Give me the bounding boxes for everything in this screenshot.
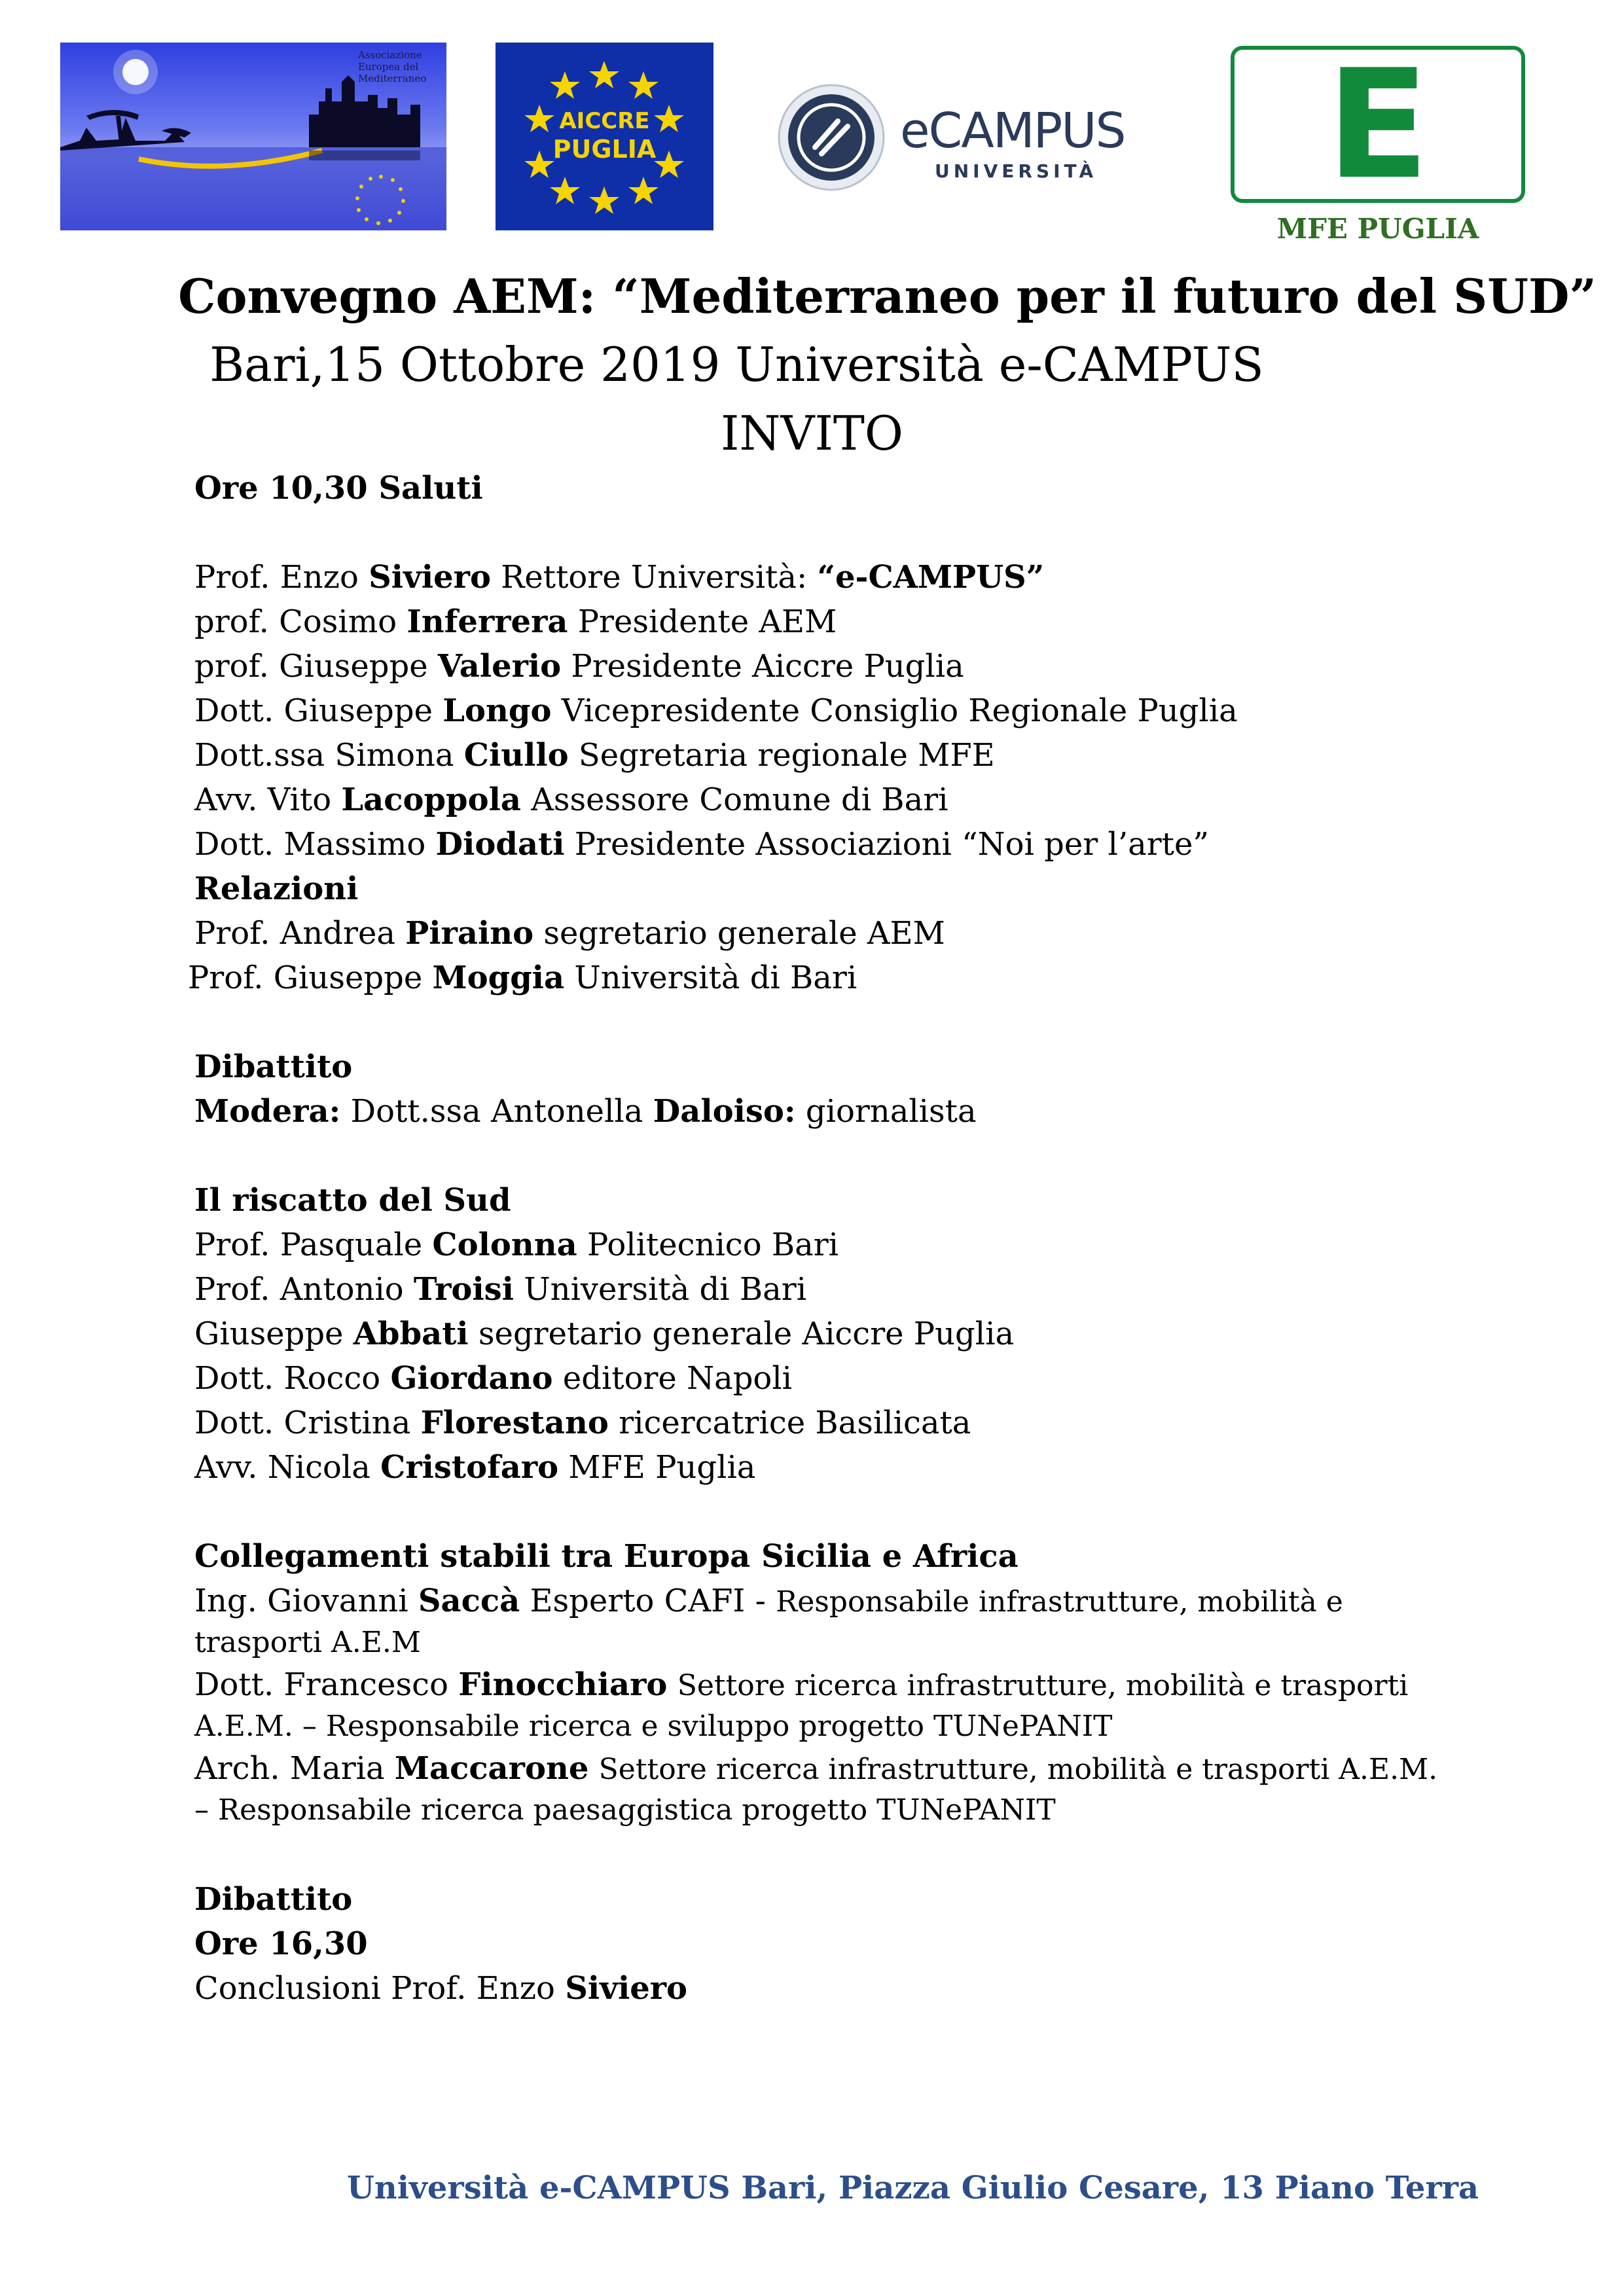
document-title: Convegno AEM: “Mediterraneo per il futuro del SUD” (178, 268, 1597, 324)
riscatto-heading: Il riscatto del Sud (194, 1182, 511, 1219)
speaker-line: Prof. Antonio Troisi Università di Bari (194, 1271, 807, 1308)
speaker-line: prof. Giuseppe Valerio Presidente Aiccre Puglia (194, 648, 964, 685)
speaker-line: Ing. Giovanni Saccà Esperto CAFI - Responsabile infrastrutture, mobilità e (194, 1583, 1343, 1619)
speaker-line: Dott. Francesco Finocchiaro Settore ricerca infrastrutture, mobilità e trasporti (194, 1666, 1409, 1703)
aem-logo-line3: Mediterraneo (358, 73, 427, 84)
ecampus-logo-sub: UNIVERSITÀ (935, 160, 1098, 182)
saluti-heading: Ore 10,30 Saluti (194, 470, 483, 507)
ecampus-logo (776, 79, 1149, 200)
venue-address-footer: Università e-CAMPUS Bari, Piazza Giulio Cesare, 13 Piano Terra (347, 2170, 1479, 2206)
ecampus-logo-name: eCAMPUS (900, 103, 1125, 159)
speaker-line: Arch. Maria Maccarone Settore ricerca infrastrutture, mobilità e trasporti A.E.M. (194, 1750, 1438, 1787)
ecampus-emblem-icon (776, 82, 887, 193)
speaker-line: Prof. Pasquale Colonna Politecnico Bari (194, 1227, 839, 1263)
moderator-line: Modera: Dott.ssa Antonella Daloiso: giornalista (194, 1093, 977, 1130)
speaker-line: prof. Cosimo Inferrera Presidente AEM (194, 603, 837, 640)
event-date-venue: Bari,15 Ottobre 2019 Università e-CAMPUS (209, 337, 1264, 392)
mfe-puglia-logo (1231, 38, 1525, 249)
speaker-line: Avv. Vito Lacoppola Assessore Comune di Bari (194, 781, 948, 818)
aiccre-logo-line1: AICCRE (559, 108, 650, 134)
aem-logo (60, 43, 446, 230)
relazioni-heading: Relazioni (194, 870, 359, 907)
speaker-line-continued: – Responsabile ricerca paesaggistica progetto TUNePANIT (194, 1793, 1056, 1827)
speaker-line-continued: A.E.M. – Responsabile ricerca e sviluppo progetto TUNePANIT (194, 1710, 1113, 1743)
speaker-line: Dott.ssa Simona Ciullo Segretaria regionale MFE (194, 737, 995, 774)
speaker-line: Avv. Nicola Cristofaro MFE Puglia (194, 1449, 756, 1486)
closing-time: Ore 16,30 (194, 1926, 368, 1962)
speaker-line: Prof. Andrea Piraino segretario generale AEM (194, 915, 945, 952)
speaker-line: Prof. Giuseppe Moggia Università di Bari (188, 960, 857, 996)
aem-logo-line1: Associazione (358, 49, 422, 61)
conclusioni-line: Conclusioni Prof. Enzo Siviero (194, 1970, 688, 2007)
mfe-logo-label: MFE PUGLIA (1276, 213, 1479, 245)
aiccre-puglia-logo (496, 43, 713, 230)
aem-logo-line2: Europea del (358, 61, 419, 73)
speaker-line: Dott. Massimo Diodati Presidente Associazioni “Noi per l’arte” (194, 826, 1209, 863)
speaker-line: Prof. Enzo Siviero Rettore Università: “e-CAMPUS” (194, 559, 1045, 596)
aiccre-logo-line2: PUGLIA (552, 135, 657, 164)
collegamenti-heading: Collegamenti stabili tra Europa Sicilia e Africa (194, 1538, 1019, 1575)
invito-heading: INVITO (721, 406, 903, 461)
speaker-line: Dott. Rocco Giordano editore Napoli (194, 1360, 793, 1397)
speaker-line-continued: trasporti A.E.M (194, 1626, 421, 1659)
speaker-line: Dott. Giuseppe Longo Vicepresidente Consiglio Regionale Puglia (194, 692, 1238, 729)
mfe-emblem-letter: E (1326, 38, 1430, 213)
dibattito-heading: Dibattito (194, 1881, 353, 1918)
dibattito-heading: Dibattito (194, 1049, 353, 1085)
speaker-line: Dott. Cristina Florestano ricercatrice Basilicata (194, 1405, 971, 1441)
speaker-line: Giuseppe Abbati segretario generale Aiccre Puglia (194, 1316, 1015, 1352)
